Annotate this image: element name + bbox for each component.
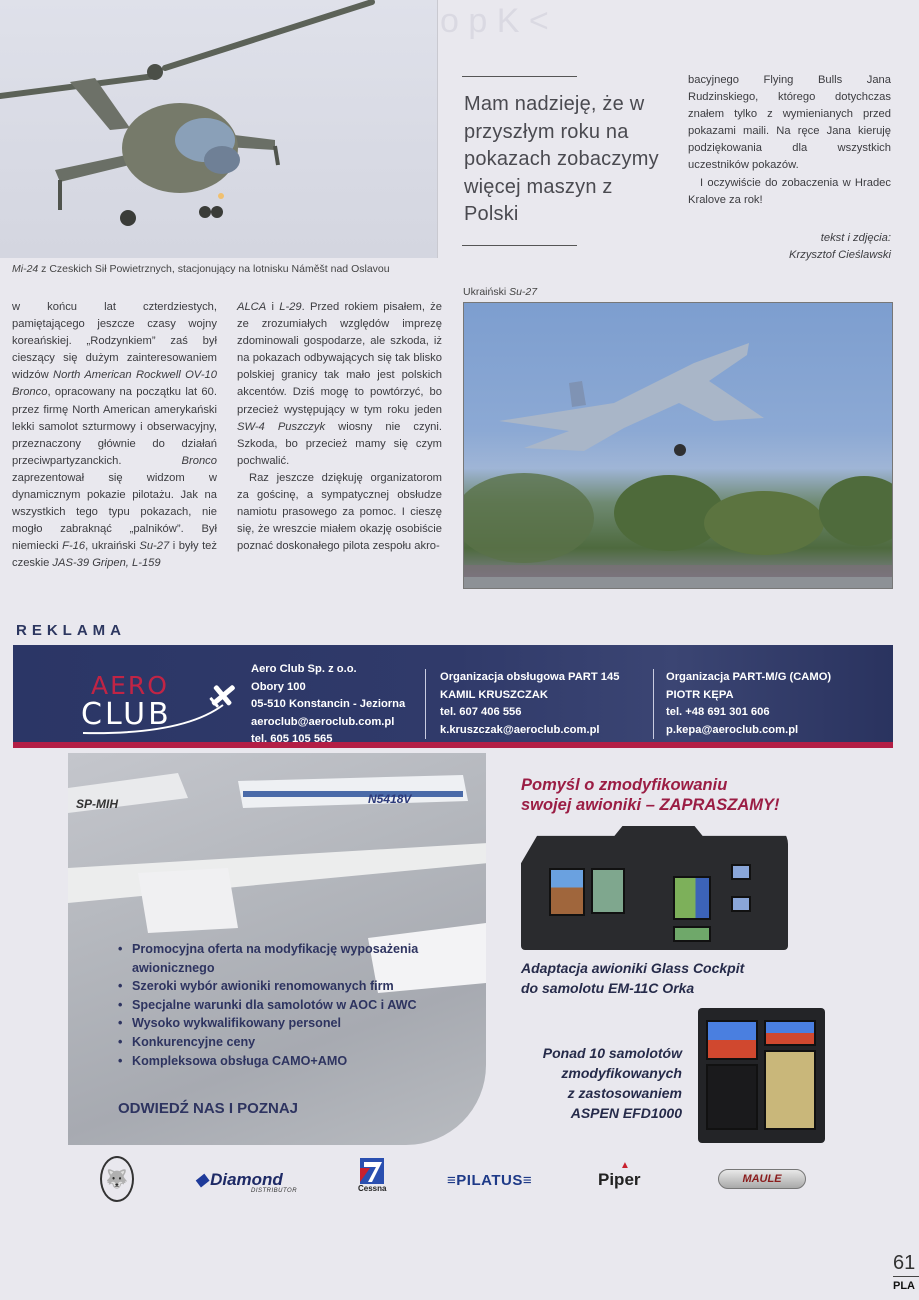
diamond-logo (195, 1160, 298, 1200)
italic-term: F-16 (62, 540, 86, 553)
pull-quote-rule-top (462, 76, 577, 77)
hangar-photo (68, 753, 486, 1145)
adaptation-headline (521, 958, 744, 998)
article-column-2 (237, 299, 442, 555)
diamond-wordmark: Diamond (210, 1170, 283, 1189)
article-paragraph: bacyjnego Flying Bulls Jana Rudzinskiego, którego dotychczas znałem tylko z wymienianych przed pokazami maili. Na ręce Jana kieruję podziękowania dla wszystkich uczestników pokazów. (688, 74, 891, 172)
glass-cockpit-panel-image (521, 826, 788, 950)
italic-term: L-29 (279, 301, 302, 313)
offer-item: • Specjalne warunki dla samolotów w AOC i AWC (118, 996, 486, 1015)
gps-map-screen (673, 876, 711, 920)
text-run: . Przed rokiem pisałem, że ze zrozumiałych względów imprezę zdominowali gospodarze, ale szkoda, iż na pokazach odbywających się tak blisko polskiej granicy tak mało jest polskich akcentów. Dziś mogę to powtórzyć, bo przecież występujący w tym roku jeden (237, 301, 442, 416)
mfd-screen (591, 868, 625, 914)
company-email[interactable]: aeroclub@aeroclub.com.pl (251, 715, 395, 728)
pull-quote-rule-bottom (462, 245, 577, 246)
promo-line-2: swojej awioniki – ZAPRASZAMY! (521, 796, 780, 814)
offer-item: • Promocyjna oferta na modyfikację wyposażenia awionicznego (118, 940, 486, 977)
company-name: Aero Club Sp. z o.o. (251, 663, 357, 675)
text-run: i były też czeskie (12, 540, 217, 570)
aeroclub-banner (13, 645, 893, 748)
advertisement-label: REKLAMA (16, 622, 126, 639)
su27-photo (463, 302, 893, 589)
text-run: w końcu lat czterdziestych, pamiętającego jeszcze czasy wojny koreańskiej. „Rodzynkiem” zaś był cieszący się dużym zainteresowaniem widzów (12, 301, 217, 382)
page-number-rule (893, 1276, 919, 1277)
cessna-emblem-icon (360, 1158, 384, 1184)
ghost-bleed-text: o p K < (440, 2, 549, 40)
pilatus-wing-left-icon: ≡ (447, 1171, 457, 1189)
article-paragraph: I oczywiście do zobaczenia w Hradec Kralove za rok! (688, 176, 891, 206)
piper-logo (598, 1160, 641, 1200)
instrument-screen (731, 864, 751, 880)
logo-club-word: CLUB (81, 697, 172, 732)
husky-dog-icon: 🐺 (105, 1168, 129, 1189)
italic-term: SW-4 Puszczyk (237, 420, 326, 433)
diamond-distributor-label: DISTRIBUTOR (251, 1188, 298, 1194)
article-paragraph (12, 299, 217, 573)
part145-email[interactable]: k.kruszczak@aeroclub.com.pl (440, 723, 600, 736)
italic-term: North American Rockwell OV-10 Bronco (12, 369, 217, 399)
aeroclub-contact (251, 661, 405, 749)
text-run: wiosny nie czyni. Szkoda, bo przecież mamy się czym pochwalić. (237, 420, 442, 467)
page-number: 61 (893, 1252, 916, 1274)
aspen-line: zmodyfikowanych (561, 1065, 682, 1081)
text-run: i (266, 301, 280, 313)
camo-email[interactable]: p.kepa@aeroclub.com.pl (666, 723, 799, 736)
cessna-logo (358, 1158, 386, 1198)
italic-term: JAS-39 Gripen, L-159 (52, 557, 161, 570)
cessna-wordmark: Cessna (358, 1184, 387, 1193)
pilatus-wing-right-icon: ≡ (522, 1171, 533, 1189)
article-paragraph: Raz jeszcze dziękuję organizatorom za gościnę, a sympatycznej obsłudze namiotu prasowego za pomoc. I cieszę się, że wreszcie miałem okazję osobiście poznać doskonałego pilota zespołu akro- (237, 471, 442, 553)
part145-contact (425, 669, 619, 739)
caption-aircraft-name: Su-27 (509, 286, 538, 298)
diamond-icon: ◆ (195, 1170, 209, 1189)
offer-item: • Kompleksowa obsługa CAMO+AMO (118, 1052, 486, 1071)
italic-term: ALCA (237, 301, 267, 313)
caption-text: z Czeskich Sił Powietrznych, stacjonujący na lotnisku Náměšt nad Oslavou (38, 263, 390, 275)
adapt-line-2: do samolotu EM-11C Orka (521, 980, 695, 996)
piper-triangle-icon: ▲ (620, 1160, 630, 1171)
part145-phone: tel. 607 406 556 (440, 706, 522, 718)
company-address-1: Obory 100 (251, 680, 306, 693)
aspen-efd1000-image (698, 1008, 825, 1143)
pfd-screen (549, 868, 585, 916)
magazine-name-fragment: PLA (893, 1280, 915, 1292)
italic-term: Su-27 (139, 540, 170, 553)
helicopter-photo (0, 0, 438, 258)
camo-phone: tel. +48 691 301 606 (666, 706, 770, 718)
byline (700, 230, 891, 264)
promo-headline (521, 775, 780, 815)
caption-text: Ukraiński (463, 286, 510, 298)
pull-quote-text: Mam nadzieję, że w przyszłym roku na pokazach zobaczymy więcej maszyn z Polski (464, 93, 659, 225)
article-column-1 (12, 299, 217, 573)
husky-logo (100, 1156, 134, 1202)
gps-small-screen (673, 926, 711, 942)
visit-us-cta: ODWIEDŹ NAS I POZNAJ (118, 1100, 299, 1117)
text-run: , opracowany na początku lat 60. przez firmę North American amerykański lekki samolot szturmowy i obserwacyjny, przeznaczony głównie do działań przeciwpartyzanckich. (12, 386, 217, 467)
camo-person: PIOTR KĘPA (666, 688, 734, 701)
helicopter-photo-caption (12, 263, 390, 275)
byline-label: tekst i zdjęcia: (820, 232, 891, 244)
offer-item: • Konkurencyjne ceny (118, 1033, 486, 1052)
adapt-line-1: Adaptacja awioniki Glass Cockpit (521, 960, 745, 976)
su27-illustration (464, 303, 893, 589)
maule-wordmark: MAULE (742, 1173, 782, 1185)
caption-aircraft-name: Mi-24 (12, 263, 39, 275)
aspen-line: z zastosowaniem (567, 1085, 682, 1101)
aeroclub-logo (73, 665, 253, 735)
promo-line-1: Pomyśl o zmodyfikowaniu (521, 776, 728, 794)
article-paragraph (237, 299, 442, 470)
registration-sp: SP-MIH (76, 797, 118, 811)
offer-item: • Szeroki wybór awioniki renomowanych firm (118, 977, 486, 996)
logo-aero-word: AERO (91, 671, 169, 700)
camo-contact (653, 669, 831, 739)
helicopter-illustration (0, 0, 438, 258)
byline-author: Krzysztof Cieślawski (789, 249, 891, 261)
company-address-2: 05-510 Konstancin - Jeziorna (251, 698, 406, 710)
text-run: , ukraiński (85, 540, 140, 553)
offer-list (118, 940, 486, 1070)
article-column-3 (688, 72, 891, 209)
airplane-swoosh-icon (73, 665, 253, 740)
maule-logo (718, 1169, 806, 1189)
registration-n: N5418V (368, 792, 412, 806)
aspen-map-screen (764, 1050, 816, 1130)
text-run: zaprezentował się widzom w dynamicznym pokazie pilotażu. Jak na wszystkich tego typu pokazach, nie mogło zabraknąć „palników”. Był niemiecki (12, 471, 217, 553)
offer-item: • Wysoko wykwalifikowany personel (118, 1014, 486, 1033)
pull-quote (462, 76, 667, 246)
pilatus-logo (447, 1160, 532, 1200)
aspen-pfd-screen (706, 1020, 758, 1060)
company-phone: tel. 605 105 565 (251, 733, 333, 745)
instrument-screen (731, 896, 751, 912)
aspen-stat-text (510, 1043, 682, 1123)
part145-person: KAMIL KRUSZCZAK (440, 688, 548, 701)
aspen-hsi-screen (706, 1064, 758, 1130)
aspen-line: Ponad 10 samolotów (542, 1045, 682, 1061)
aspen-mfd-top (764, 1020, 816, 1046)
italic-term: Bronco (181, 454, 217, 467)
piper-wordmark: Piper (598, 1170, 641, 1189)
su27-photo-caption (463, 286, 537, 298)
part145-title: Organizacja obsługowa PART 145 (440, 671, 620, 683)
camo-title: Organizacja PART-M/G (CAMO) (666, 671, 832, 683)
pilatus-wordmark: PILATUS (456, 1171, 523, 1189)
aspen-line: ASPEN EFD1000 (570, 1105, 682, 1121)
